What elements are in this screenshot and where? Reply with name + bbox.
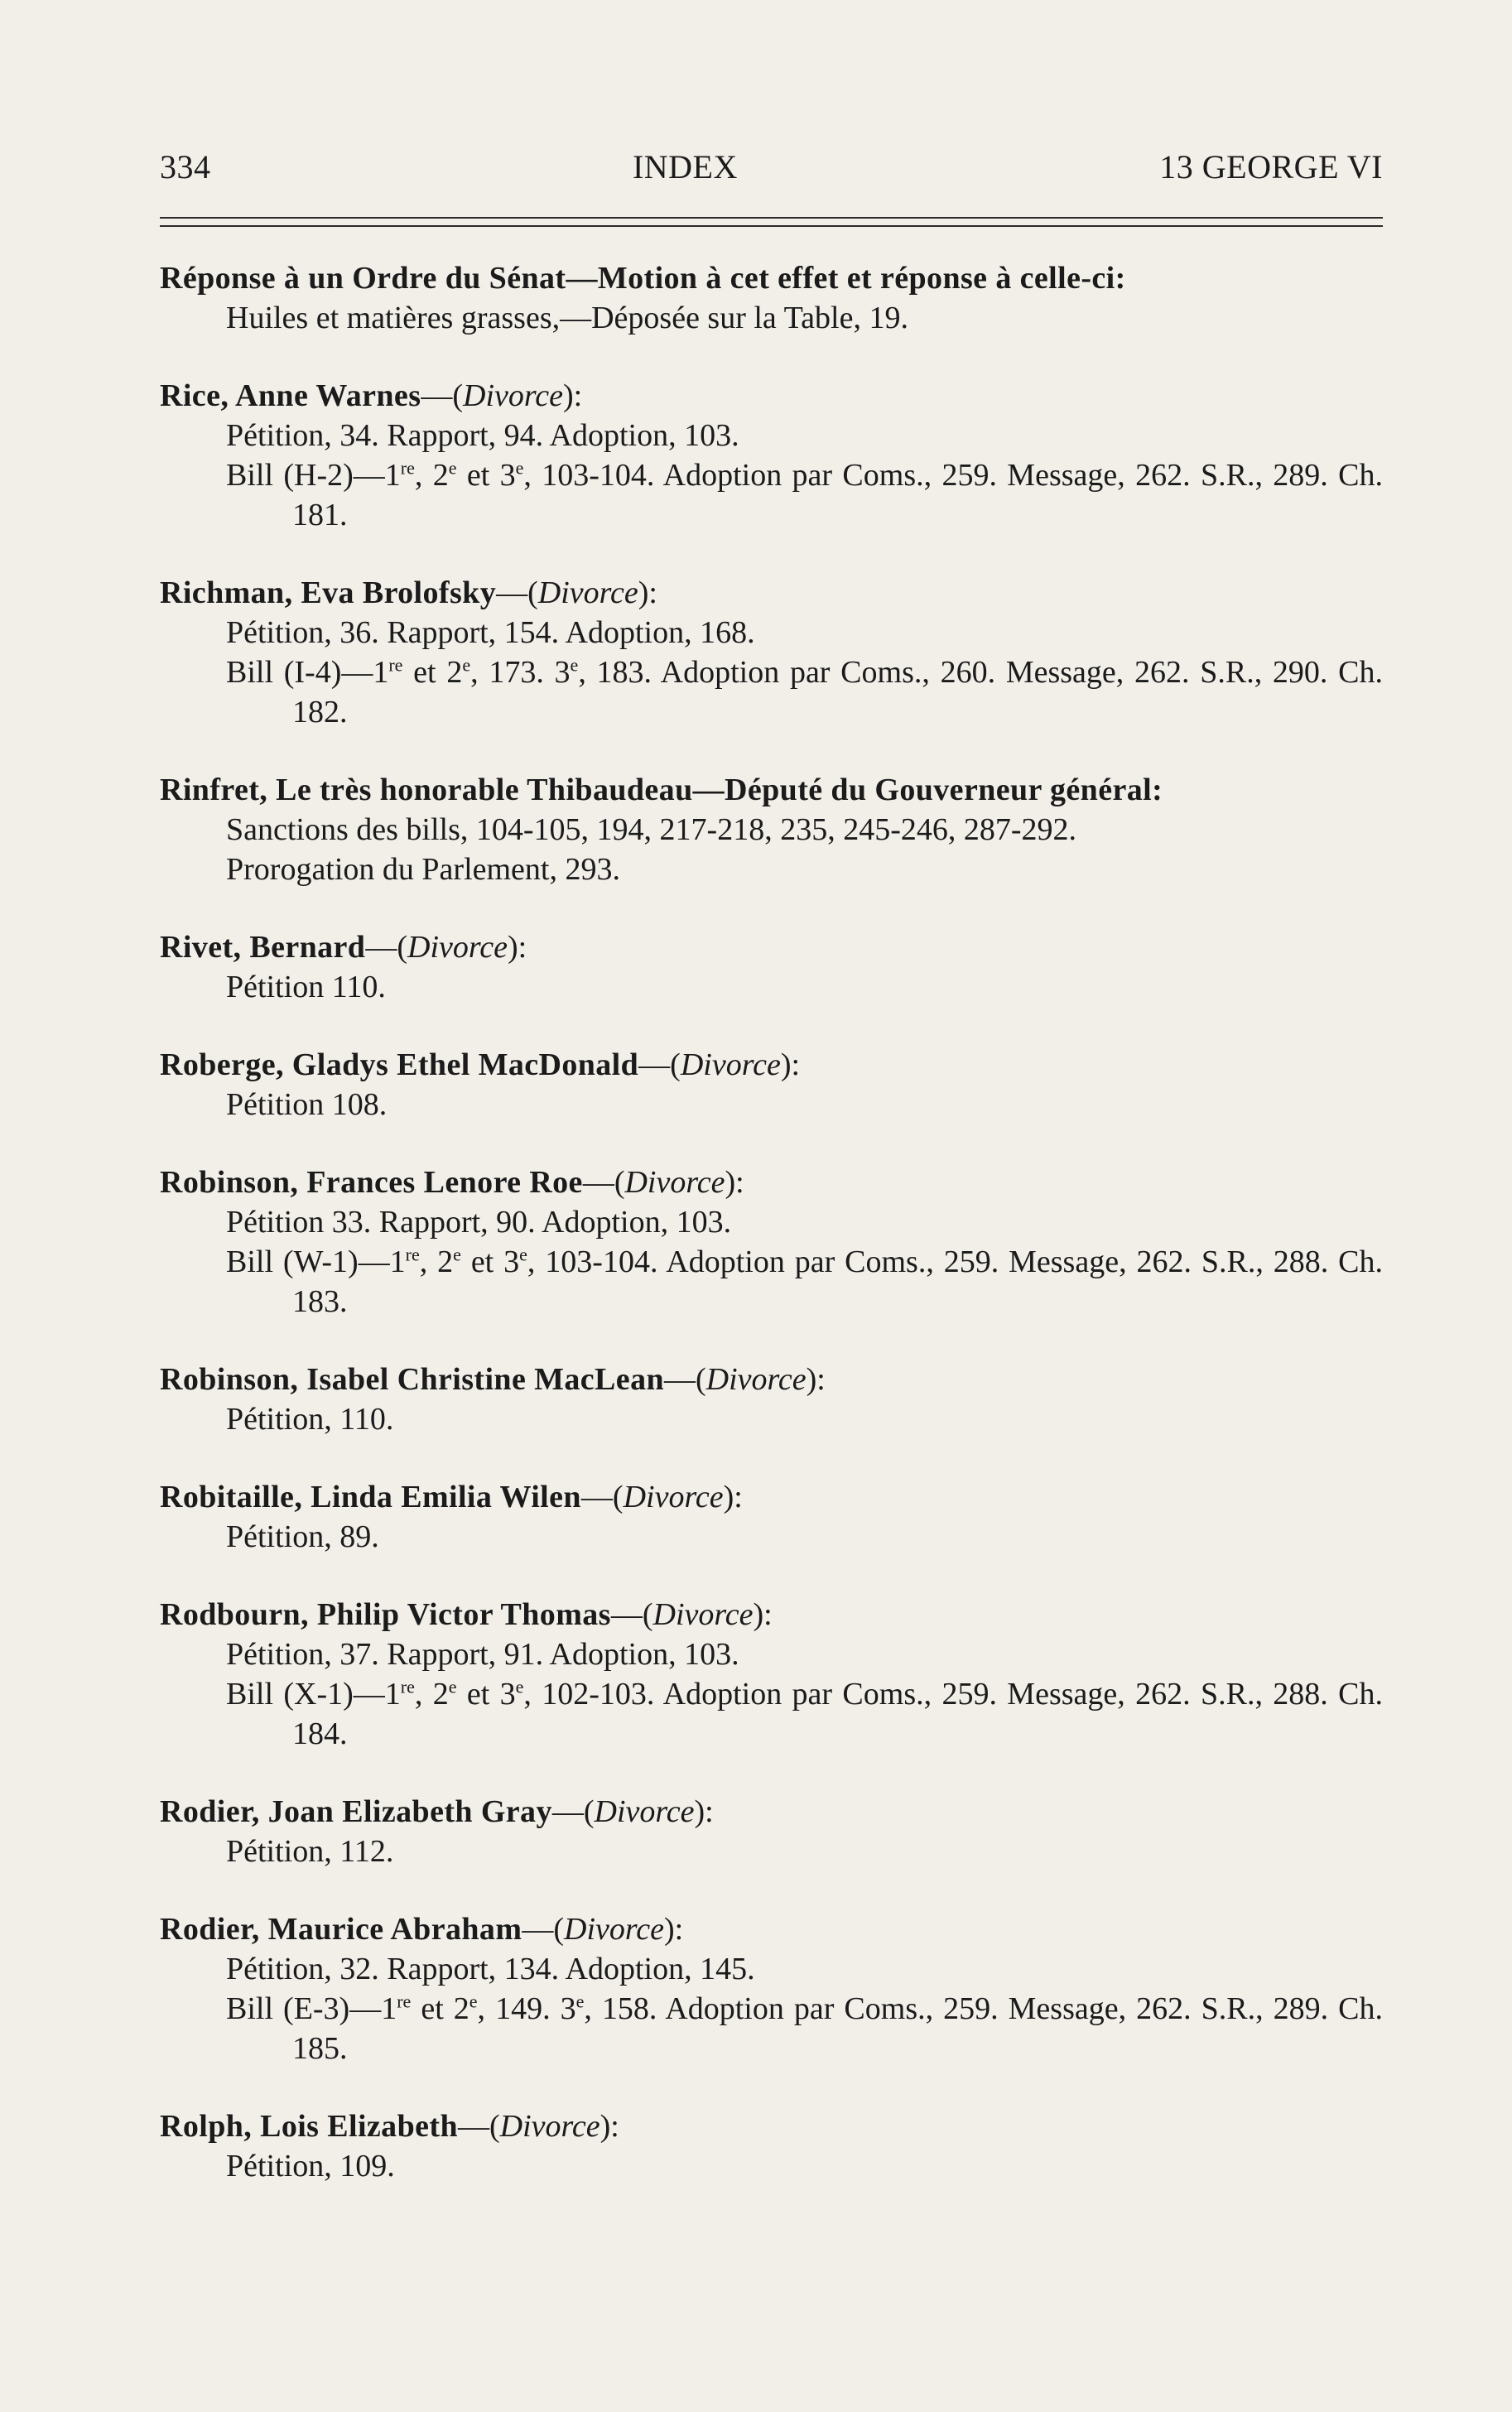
entry-qualifier: —(Divorce):: [664, 1362, 826, 1397]
index-entry: [160, 927, 1383, 1007]
entry-qualifier: —(Divorce):: [457, 2109, 619, 2144]
entry-qualifier: —(Divorce):: [580, 1480, 743, 1514]
entry-bill-line: Bill (H-2)—1re, 2e et 3e, 103-104. Adoption par Coms., 259. Message, 262. S.R., 289. Ch. 181.: [226, 457, 1383, 532]
entry-heading: [160, 1909, 1383, 1949]
entry-name: Rodier, Maurice Abraham: [160, 1912, 522, 1947]
entry-heading: [160, 376, 1383, 416]
entry-name: Rinfret, Le très honorable Thibaudeau—Député du Gouverneur général:: [160, 773, 1163, 807]
index-entry: [160, 1792, 1383, 1871]
index-entry: [160, 1909, 1383, 2068]
index-entry: [160, 1360, 1383, 1439]
entry-heading: [160, 1792, 1383, 1832]
entry-line: Pétition 110.: [226, 970, 386, 1004]
entry-heading: [160, 770, 1383, 810]
entry-heading: [160, 1477, 1383, 1517]
entry-line: Pétition, 109.: [226, 2149, 395, 2183]
entry-name: Rodbourn, Philip Victor Thomas: [160, 1597, 611, 1632]
entry-qualifier: —(Divorce):: [638, 1047, 801, 1082]
entry-name: Robinson, Frances Lenore Roe: [160, 1165, 583, 1200]
page-title: INDEX: [632, 148, 738, 185]
entry-heading: [160, 1360, 1383, 1399]
entry-name: Rice, Anne Warnes: [160, 378, 421, 413]
entry-line: Prorogation du Parlement, 293.: [226, 852, 620, 887]
entry-heading: [160, 573, 1383, 613]
entry-line: Pétition, 34. Rapport, 94. Adoption, 103.: [226, 418, 739, 453]
index-entry: [160, 1163, 1383, 1322]
index-entry: [160, 573, 1383, 732]
entry-bill-line: Bill (W-1)—1re, 2e et 3e, 103-104. Adoption par Coms., 259. Message, 262. S.R., 288. Ch. 183.: [226, 1244, 1383, 1319]
entry-qualifier: —(Divorce):: [496, 575, 657, 610]
entry-qualifier: —(Divorce):: [610, 1597, 773, 1632]
entry-name: Robinson, Isabel Christine MacLean: [160, 1362, 665, 1397]
entry-line: Pétition, 32. Rapport, 134. Adoption, 145.: [226, 1952, 755, 1986]
index-entry: [160, 1595, 1383, 1754]
entry-heading: [160, 1045, 1383, 1085]
page-number: 334: [160, 148, 211, 185]
index-entries: [160, 258, 1383, 2224]
entry-heading: [160, 1163, 1383, 1202]
entry-heading: [160, 2106, 1383, 2146]
index-entry: [160, 1477, 1383, 1557]
entry-line: Pétition 108.: [226, 1087, 388, 1122]
entry-qualifier: —(Divorce):: [421, 378, 583, 413]
entry-name: Rivet, Bernard: [160, 930, 366, 965]
entry-name: Richman, Eva Brolofsky: [160, 575, 497, 610]
entry-qualifier: —(Divorce):: [551, 1794, 714, 1829]
entry-line: Pétition, 89.: [226, 1519, 379, 1554]
entry-name: Rodier, Joan Elizabeth Gray: [160, 1794, 552, 1829]
entry-line: Pétition, 37. Rapport, 91. Adoption, 103.: [226, 1637, 739, 1672]
entry-heading: [160, 927, 1383, 967]
entry-name: Réponse à un Ordre du Sénat—Motion à cet effet et réponse à celle-ci:: [160, 261, 1126, 296]
entry-bill-line: Bill (I-4)—1re et 2e, 173. 3e, 183. Adoption par Coms., 260. Message, 262. S.R., 290. Ch. 182.: [226, 654, 1383, 729]
entry-line: Pétition, 112.: [226, 1834, 394, 1869]
running-head: 13 GEORGE VI: [1159, 148, 1383, 185]
entry-heading: [160, 1595, 1383, 1634]
index-entry: [160, 2106, 1383, 2186]
entry-bill-line: Bill (X-1)—1re, 2e et 3e, 102-103. Adoption par Coms., 259. Message, 262. S.R., 288. Ch. 184.: [226, 1676, 1383, 1751]
page-header: [160, 147, 1383, 186]
entry-qualifier: —(Divorce):: [522, 1912, 684, 1947]
entry-name: Roberge, Gladys Ethel MacDonald: [160, 1047, 639, 1082]
entry-qualifier: —(Divorce):: [582, 1165, 744, 1200]
entry-qualifier: —(Divorce):: [365, 930, 527, 965]
entry-line: Pétition, 36. Rapport, 154. Adoption, 168.: [226, 615, 755, 650]
entry-name: Rolph, Lois Elizabeth: [160, 2109, 458, 2144]
header-rule-bottom: [160, 225, 1383, 227]
entry-line: Pétition, 110.: [226, 1402, 394, 1437]
entry-line: Huiles et matières grasses,—Déposée sur la Table, 19.: [226, 301, 908, 335]
entry-line: Sanctions des bills, 104-105, 194, 217-218, 235, 245-246, 287-292.: [226, 812, 1077, 847]
index-entry: [160, 258, 1383, 338]
index-entry: [160, 1045, 1383, 1124]
index-entry: [160, 770, 1383, 889]
entry-heading: [160, 258, 1383, 298]
entry-line: Pétition 33. Rapport, 90. Adoption, 103.: [226, 1205, 732, 1240]
header-rule-top: [160, 217, 1383, 219]
entry-name: Robitaille, Linda Emilia Wilen: [160, 1480, 581, 1514]
index-entry: [160, 376, 1383, 535]
entry-bill-line: Bill (E-3)—1re et 2e, 149. 3e, 158. Adoption par Coms., 259. Message, 262. S.R., 289. Ch. 185.: [226, 1991, 1383, 2066]
